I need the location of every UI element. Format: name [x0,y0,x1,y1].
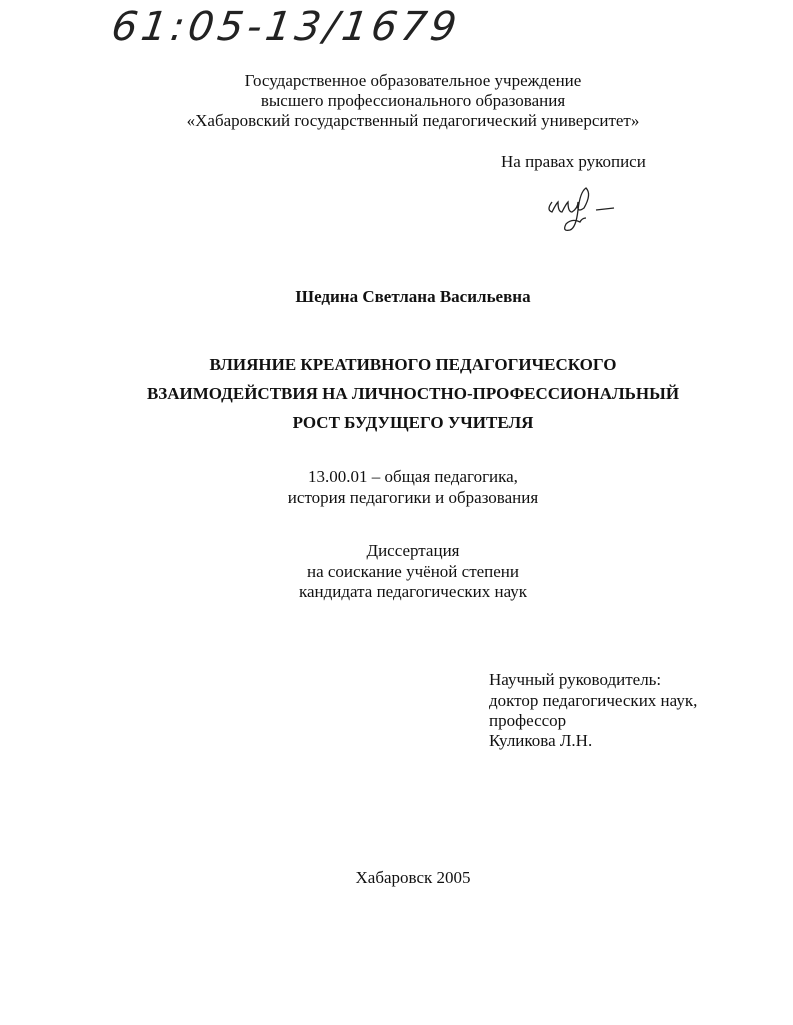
institution-line-3: «Хабаровский государственный педагогический университет» [186,111,640,130]
title-line-2: ВЗАИМОДЕЙСТВИЯ НА ЛИЧНОСТНО-ПРОФЕССИОНАЛЬНЫЙ [146,384,680,403]
supervisor-line-1: Научный руководитель: [489,670,662,689]
title-line-3: РОСТ БУДУЩЕГО УЧИТЕЛЯ [292,413,534,432]
supervisor-line-4: Куликова Л.Н. [489,731,593,750]
degree-line-1: Диссертация [366,541,460,560]
handwritten-catalog-number: 61:05-13/1679 [108,4,464,50]
specialty-line-1: 13.00.01 – общая педагогика, [308,467,518,486]
degree-line-3: кандидата педагогических наук [298,582,528,601]
institution-line-2: высшего профессионального образования [260,91,566,110]
signature [540,182,620,240]
specialty-line-2: история педагогики и образования [287,488,539,507]
supervisor-line-3: профессор [489,711,567,730]
author-name: Шедина Светлана Васильевна [295,287,531,306]
supervisor-line-2: доктор педагогических наук, [489,691,698,710]
degree-line-2: на соискание учёной степени [306,562,520,581]
city-year: Хабаровск 2005 [355,868,471,887]
manuscript-note: На правах рукописи [501,152,646,171]
title-line-1: ВЛИЯНИЕ КРЕАТИВНОГО ПЕДАГОГИЧЕСКОГО [209,355,617,374]
institution-line-1: Государственное образовательное учреждение [244,71,582,90]
